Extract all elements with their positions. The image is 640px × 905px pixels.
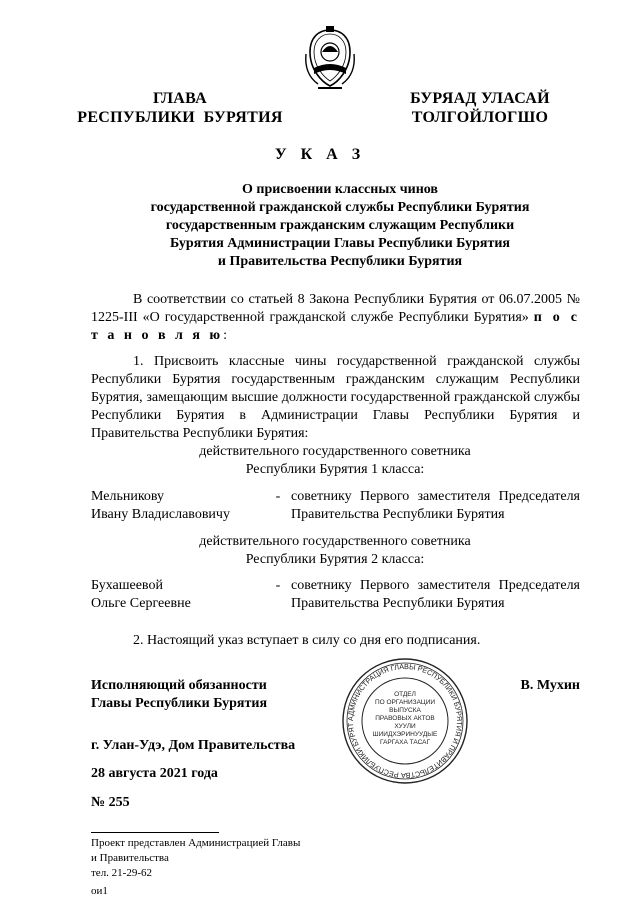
header-left-line1: ГЛАВА bbox=[153, 90, 207, 107]
title-line: О присвоении классных чинов bbox=[242, 182, 438, 197]
seal-inner-line: ПО ОРГАНИЗАЦИИ bbox=[374, 699, 436, 706]
rank-2-person-name bbox=[91, 577, 271, 613]
seal-outer-text: АДМИНИСТРАЦИЯ ГЛАВЫ РЕСПУБЛИКИ БУРЯТИЯ И ПРАВИТЕЛЬСТВА РЕСПУБЛИКИ БУРЯТ bbox=[345, 661, 465, 781]
footnote-divider bbox=[91, 832, 219, 833]
decree-word: п о с т а н о в л я ю bbox=[91, 310, 580, 343]
rank-2-position: советнику Первого заместителя Председателя Правительства Республики Бурятия bbox=[291, 578, 580, 611]
item-2-text: 2. Настоящий указ вступает в силу со дня его подписания. bbox=[133, 633, 481, 648]
person-surname: Мельникову bbox=[91, 489, 165, 504]
header-right-line2: ТОЛГОЙЛОГШО bbox=[411, 109, 549, 126]
person-given-name: Ивану Владиславовичу bbox=[91, 507, 230, 522]
rank-1-dash: - bbox=[275, 489, 281, 504]
signatory-role bbox=[91, 677, 321, 713]
buryatia-coat-of-arms-icon bbox=[300, 24, 360, 96]
signatory-role-line1: Исполняющий обязанности bbox=[91, 678, 267, 693]
official-seal bbox=[340, 656, 470, 786]
document-type: У К А З bbox=[274, 146, 366, 163]
rank-1-line1: действительного государственного советника bbox=[199, 444, 471, 459]
seal-inner-line: ХУУЛИ bbox=[394, 723, 416, 730]
official-stamp-icon bbox=[340, 656, 470, 786]
rank-1-position: советнику Первого заместителя Председателя Правительства Республики Бурятия bbox=[291, 489, 580, 522]
rank-1-person-name bbox=[91, 488, 271, 524]
rank-1-heading bbox=[150, 443, 520, 479]
item-2-paragraph bbox=[91, 632, 580, 650]
seal-inner-line: ОТДЕЛ bbox=[394, 691, 416, 698]
rank-2-line2: Республики Бурятия 2 класса: bbox=[245, 552, 425, 567]
header-right bbox=[380, 89, 580, 127]
seal-inner-line: ПРАВОВЫХ АКТОВ bbox=[375, 715, 435, 722]
header-left-line2: РЕСПУБЛИКИ БУРЯТИЯ bbox=[77, 109, 283, 126]
document-number: № 255 bbox=[91, 795, 130, 810]
rank-1-line2: Республики Бурятия 1 класса: bbox=[245, 462, 425, 477]
header-left bbox=[70, 89, 290, 127]
footnote-line: Проект представлен Администрацией Главы bbox=[91, 837, 301, 849]
title-line: государственной гражданской службы Республики Бурятия bbox=[150, 200, 530, 215]
footnote bbox=[91, 836, 391, 881]
signatory-name: В. Мухин bbox=[520, 678, 580, 693]
header-right-line1: БУРЯАД УЛАСАЙ bbox=[410, 90, 550, 107]
preamble-text: В соответствии со статьей 8 Закона Республики Бурятия от 06.07.2005 № 1225-III «О государственной гражданской службе Республики Бурятия» bbox=[91, 292, 580, 325]
seal-inner-line: ШИИДХЭРИНУУДЫЕ bbox=[372, 731, 438, 738]
person-given-name: Ольге Сергеевне bbox=[91, 596, 191, 611]
signatory-role-line2: Главы Республики Бурятия bbox=[91, 696, 268, 711]
footnote-line: и Правительства bbox=[91, 852, 169, 864]
seal-inner-line: ВЫПУСКА bbox=[389, 707, 421, 714]
rank-2-heading bbox=[150, 533, 520, 569]
issue-date: 28 августа 2021 года bbox=[91, 766, 218, 781]
title-line: и Правительства Республики Бурятия bbox=[217, 254, 463, 269]
item-1-text: 1. Присвоить классные чины государственной гражданской службы Республики Бурятия государственным гражданским служащим Республики Бурятия, замещающим высшие должности государственной гражданской службы Республики Бурятия в Администрации Главы Республики Бурятия и Правительства Республики Бурятия: bbox=[91, 354, 580, 441]
rank-2-line1: действительного государственного советника bbox=[199, 534, 471, 549]
item-1-paragraph bbox=[91, 353, 580, 443]
preamble-colon: : bbox=[223, 328, 228, 343]
rank-2-dash: - bbox=[275, 578, 281, 593]
seal-inner-line: ГАРГАХА ТАСАГ bbox=[379, 739, 431, 746]
document-code: ои1 bbox=[91, 885, 108, 897]
preamble-paragraph bbox=[91, 291, 580, 345]
footnote-line: тел. 21-29-62 bbox=[91, 867, 153, 879]
title-line: Бурятия Администрации Главы Республики Бурятия bbox=[170, 236, 510, 251]
person-surname: Бухашеевой bbox=[91, 578, 163, 593]
title-line: государственным гражданским служащим Республики bbox=[165, 218, 515, 233]
coat-of-arms-emblem bbox=[300, 24, 360, 96]
issue-place: г. Улан-Удэ, Дом Правительства bbox=[91, 738, 296, 753]
document-title bbox=[100, 181, 580, 271]
